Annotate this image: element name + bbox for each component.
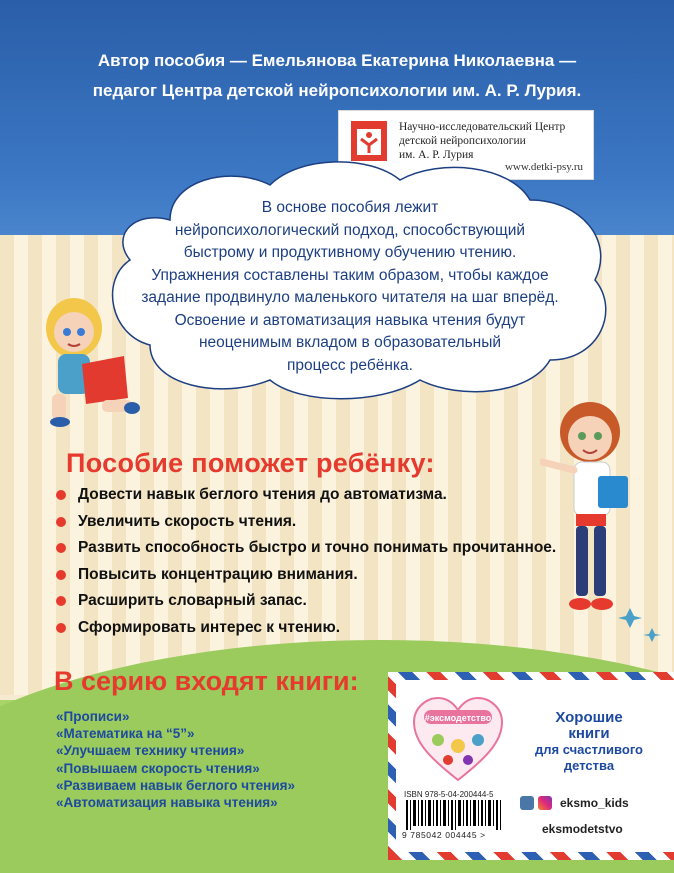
logo-text <box>399 120 565 162</box>
series-list <box>56 708 295 811</box>
decorative-stars <box>570 600 670 660</box>
logo-website: www.detki-psy.ru <box>504 161 583 173</box>
logo-line-3: им. А. Р. Лурия <box>399 149 474 161</box>
bullet-icon <box>56 490 66 500</box>
series-book-title: «Автоматизация навыка чтения» <box>56 795 278 811</box>
list-item <box>56 484 556 511</box>
isbn-text: ISBN 978-5-04-200444-5 <box>404 790 494 799</box>
bullet-icon <box>56 543 66 553</box>
stamp-content <box>396 680 674 852</box>
tagline-line: книги <box>568 725 610 742</box>
luria-logo-icon <box>351 121 387 161</box>
benefit-text: Сформировать интерес к чтению. <box>78 618 341 636</box>
standing-girl-illustration <box>540 400 650 620</box>
cloud-line: Упражнения составлены таким образом, чтобы каждое <box>151 266 549 284</box>
cloud-line: задание продвинуло маленького читателя на шаг вперёд. <box>141 289 559 306</box>
instagram-icon <box>538 796 552 810</box>
list-item <box>56 511 556 538</box>
series-book-title: «Улучшаем технику чтения» <box>56 743 245 759</box>
benefit-text: Расширить словарный запас. <box>78 592 307 609</box>
cloud-line: быстрому и продуктивному обучению чтению. <box>183 244 517 261</box>
social-handle: eksmodetstvo <box>542 822 623 836</box>
list-item <box>56 617 556 644</box>
list-item <box>56 590 556 617</box>
social-handle: eksmo_kids <box>560 796 629 810</box>
series-book-title: «Повышаем скорость чтения» <box>56 760 260 776</box>
publisher-stamp <box>388 672 674 860</box>
social-row-kids <box>520 794 660 818</box>
author-info <box>0 46 674 106</box>
benefit-text: Повысить концентрацию внимания. <box>78 565 358 583</box>
barcode-icon <box>404 800 510 830</box>
vk-icon <box>520 796 534 810</box>
reading-girl-illustration <box>32 290 142 430</box>
tagline-line: детства <box>563 758 615 773</box>
benefits-heading: Пособие поможет ребёнку: <box>66 448 435 478</box>
benefit-text: Довести навык беглого чтения до автоматизма. <box>78 486 447 503</box>
tagline-line: для счастливого <box>535 742 643 757</box>
benefit-text: Увеличить скорость чтения. <box>78 512 297 530</box>
list-item <box>56 537 556 564</box>
social-row-detstvo <box>520 818 660 842</box>
benefits-list <box>56 484 556 643</box>
series-book-title: «Математика на “5”» <box>56 726 195 742</box>
logo-line-1: Научно-исследовательский Центр <box>399 121 566 133</box>
author-line-2: педагог Центра детской нейропсихологии им. А. Р. Лурия. <box>92 81 582 100</box>
bullet-icon <box>56 623 66 633</box>
bullet-icon <box>56 517 66 527</box>
list-item <box>56 564 556 591</box>
author-line-1: Автор пособия — Емельянова Екатерина Николаевна — <box>97 51 577 70</box>
heart-icon <box>410 696 506 784</box>
tagline-line: Хорошие <box>555 709 623 726</box>
social-links <box>520 794 660 842</box>
benefit-text: Развить способность быстро и точно понимать прочитанное. <box>78 539 557 556</box>
logo-line-2: детской нейропсихологии <box>399 135 526 147</box>
cloud-line: нейропсихологический подход, способствующий <box>174 221 526 239</box>
cloud-line: В основе пособия лежит <box>261 199 439 216</box>
series-book-title: «Прописи» <box>56 709 130 724</box>
bullet-icon <box>56 570 66 580</box>
bullet-icon <box>56 596 66 606</box>
cloud-line: процесс ребёнка. <box>287 356 413 374</box>
cloud-text <box>110 197 590 377</box>
series-heading: В серию входят книги: <box>54 666 359 696</box>
hashtag-text: #эксмодетство <box>424 713 492 723</box>
cloud-line: неоценимым вкладом в образовательный <box>198 334 502 351</box>
barcode-number: 9 785042 004445 > <box>402 830 486 840</box>
stamp-tagline <box>514 710 664 774</box>
cloud-line: Освоение и автоматизация навыка чтения будут <box>174 311 526 329</box>
series-book-title: «Развиваем навык беглого чтения» <box>56 777 296 793</box>
